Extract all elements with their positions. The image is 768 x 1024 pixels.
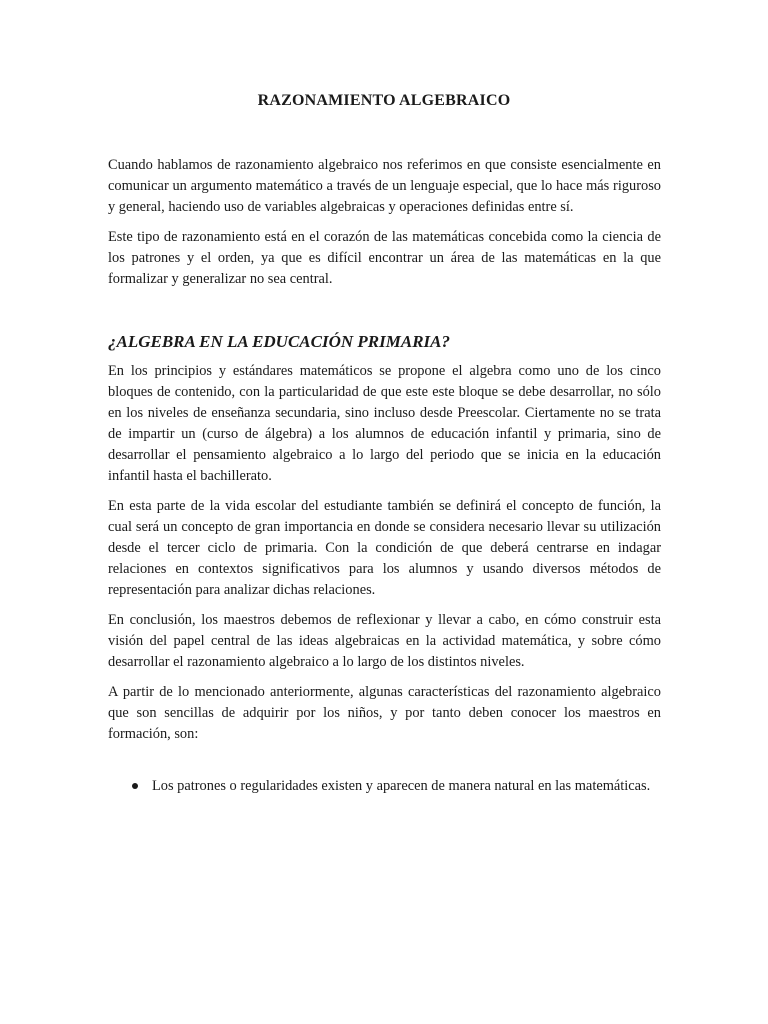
list-item (108, 776, 661, 797)
section-paragraph-1: En los principios y estándares matemáticos se propone el algebra como uno de los cinco bloques de contenido, con la particularidad de que este este bloque se debe desarrollar, no sólo en los niveles de enseñanza secundaria, sino incluso desde Preescolar. Ciertamente no se trata de impartir un (curso de álgebra) a los alumnos de educación infantil y primaria, sino de desarrollar el pensamiento algebraico a lo largo del periodo que se inicia en la educación infantil hasta el bachillerato. (108, 363, 661, 484)
bullet-text: Los patrones o regularidades existen y aparecen de manera natural en las matemáticas. (152, 778, 651, 794)
bullet-dot-icon (132, 783, 138, 789)
bullet-list (108, 776, 661, 797)
intro-paragraph-2: Este tipo de razonamiento está en el corazón de las matemáticas concebida como la ciencia de los patrones y el orden, ya que es difícil encontrar un área de las matemáticas en la que formalizar y generalizar no sea central. (108, 229, 661, 287)
section-heading: ¿ALGEBRA EN LA EDUCACIÓN PRIMARIA? (108, 332, 450, 351)
document-body (108, 155, 661, 797)
section-paragraph-3: En conclusión, los maestros debemos de reflexionar y llevar a cabo, en cómo construir esta visión del papel central de las ideas algebraicas en la actividad matemática, y sobre cómo desarrollar el razonamiento algebraico a lo largo de los distintos niveles. (108, 612, 661, 670)
document-title: RAZONAMIENTO ALGEBRAICO (257, 92, 511, 109)
section-paragraph-2: En esta parte de la vida escolar del estudiante también se definirá el concepto de función, la cual será un concepto de gran importancia en donde se considera necesario llevar su utilización desde el tercer ciclo de primaria. Con la condición de que deberá centrarse en indagar relaciones en contextos significativos para los alumnos y usando diversos métodos de representación para analizar dichas relaciones. (108, 498, 661, 598)
section-paragraph-4: A partir de lo mencionado anteriormente, algunas características del razonamiento algebraico que son sencillas de adquirir por los niños, y por tanto deben conocer los maestros en formación, son: (108, 684, 661, 742)
intro-paragraph-1: Cuando hablamos de razonamiento algebraico nos referimos en que consiste esencialmente en comunicar un argumento matemático a través de un lenguaje especial, que lo hace más riguroso y general, haciendo uso de variables algebraicas y operaciones definidas entre sí. (108, 157, 661, 215)
